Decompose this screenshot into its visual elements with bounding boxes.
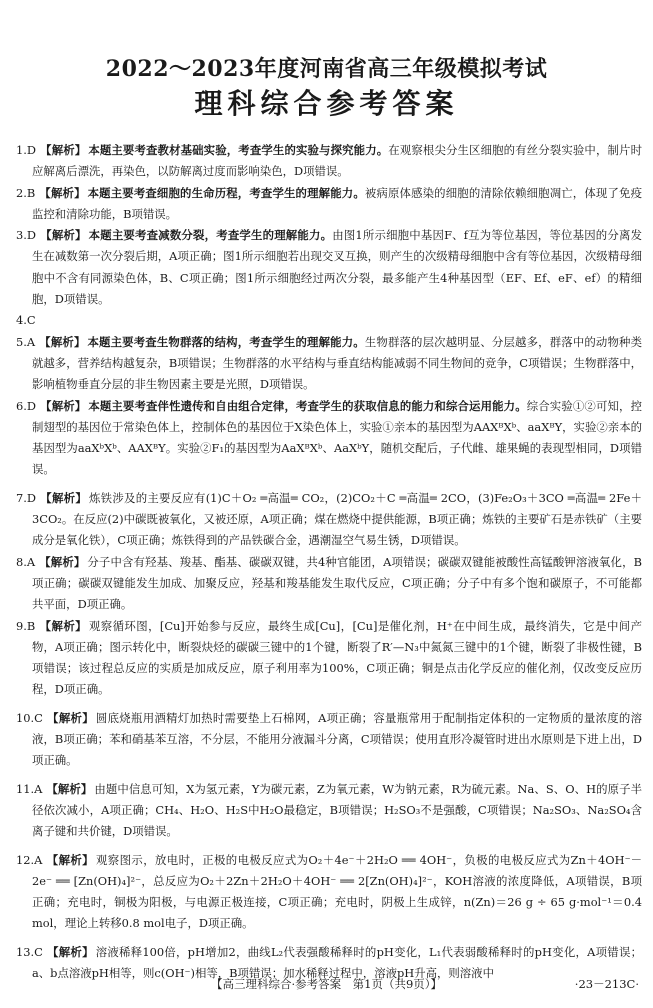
answer-item	[16, 183, 642, 226]
question-number: 9.	[16, 618, 27, 633]
answer-item	[16, 779, 642, 843]
answer-item	[16, 616, 642, 701]
answer-item	[16, 140, 642, 183]
analysis-text: 在观察根尖分生区细胞的有丝分裂实验中，制片时应解离后漂洗，再染色，以防解离过度而影响染色，D项错误。	[32, 143, 642, 179]
answer-choice: D	[26, 398, 37, 413]
analysis-focus: 本题主要考查教材基础实验，考查学生的实验与探究能力。	[88, 143, 389, 157]
analysis-tag: 【解析】	[40, 490, 87, 505]
analysis-focus: 本题主要考查细胞的生命历程，考查学生的理解能力。	[87, 185, 365, 200]
answer-choice: A	[34, 852, 43, 867]
footer-page-info: 【高三理科综合·参考答案 第1页（共9页）】	[210, 977, 443, 991]
answer-item	[16, 552, 642, 616]
exam-title: 2022～2023年度河南省高三年级模拟考试	[105, 56, 548, 82]
analysis-tag: 【解析】	[40, 228, 87, 243]
answer-choice: A	[34, 781, 43, 796]
analysis-text: 圆底烧瓶用酒精灯加热时需要垫上石棉网，A项正确；容量瓶常用于配制指定体积的一定物质的量浓度的溶液，B项正确；苯和硝基苯互溶，不分层，不能用分液漏斗分离，C项错误；使用直形冷凝管时进出水原则是下进上出，D项正确。	[32, 710, 642, 768]
analysis-tag: 【解析】	[40, 398, 87, 413]
analysis-tag: 【解析】	[46, 852, 94, 867]
question-number: 4.	[16, 313, 27, 328]
analysis-text: 被病原体感染的细胞的清除依赖细胞凋亡，体现了免疫监控和清除功能，B项错误。	[32, 185, 642, 221]
answer-choice: B	[26, 618, 36, 633]
question-number: 1.	[16, 143, 27, 157]
answer-item	[16, 396, 642, 481]
question-number: 2.	[16, 185, 27, 200]
analysis-tag: 【解析】	[39, 334, 86, 349]
answer-choice: C	[26, 313, 36, 328]
answer-item	[16, 708, 642, 772]
answer-choice: B	[26, 185, 36, 200]
answer-choice: A	[26, 554, 36, 569]
analysis-tag: 【解析】	[39, 185, 86, 200]
question-number: 11.	[16, 781, 35, 796]
analysis-tag: 【解析】	[46, 710, 94, 725]
analysis-text: 由题中信息可知，X为氢元素，Y为碳元素，Z为氧元素，W为钠元素，R为硫元素。Na、S、O、H的原子半径依次减小，A项正确；CH₄、H₂O、H₂S中H₂O最稳定，B项错误；H₂SO₃不是强酸，C项错误；Na₂SO₃、Na₂SO₄含离子键和共价键，D项错误。	[32, 781, 642, 839]
answer-choice: D	[26, 228, 37, 243]
answer-choice: C	[34, 710, 43, 725]
footer-paper-code: ·23－213C·	[574, 977, 639, 991]
answer-choice: D	[26, 490, 37, 505]
analysis-focus: 本题主要考查减数分裂，考查学生的理解能力。	[88, 228, 333, 243]
page-footer	[0, 973, 653, 995]
answer-list	[16, 140, 642, 984]
question-number: 10.	[16, 710, 35, 725]
question-number: 3.	[16, 228, 27, 243]
analysis-tag: 【解析】	[46, 781, 93, 796]
question-number: 12.	[16, 852, 35, 867]
answer-item	[16, 850, 642, 935]
analysis-tag: 【解析】	[39, 554, 86, 569]
analysis-text: 生物群落的层次越明显、分层越多，群落中的动物种类就越多，营养结构越复杂，B项错误；生物群落的水平结构与垂直结构能减弱不同生物间的竞争，C项错误；生物群落中，影响植物垂直分层的非生物因素主要是光照，D项错误。	[32, 334, 642, 392]
question-number: 7.	[16, 490, 27, 505]
analysis-text: 由图1所示细胞中基因F、f互为等位基因，等位基因的分离发生在减数第一次分裂后期，A项正确；图1所示细胞若出现交叉互换，则产生的次级精母细胞中含有等位基因，次级精母细胞中不含有同源染色体，B、C项正确；图1所示细胞经过两次分裂，最多能产生4种基因型（EF、Ef、eF、ef）的精细胞，D项错误。	[32, 228, 642, 307]
analysis-tag: 【解析】	[40, 143, 87, 157]
answer-choice: A	[26, 334, 36, 349]
analysis-tag: 【解析】	[39, 618, 87, 633]
question-number: 8.	[16, 554, 27, 569]
question-number: 6.	[16, 398, 27, 413]
answer-key-title: 理科综合参考答案	[194, 87, 459, 120]
answer-choice: C	[34, 944, 43, 959]
answer-item	[16, 225, 642, 310]
analysis-tag: 【解析】	[46, 944, 94, 959]
analysis-focus: 本题主要考查生物群落的结构，考查学生的理解能力。	[87, 334, 365, 349]
analysis-text: 溶液稀释100倍，pH增加2，曲线L₂代表强酸稀释时的pH变化，L₁代表弱酸稀释时的pH变化，A项错误；a、b点溶液pH相等，则c(OH⁻)相等，B项错误；加水稀释过程中，溶液pH升高，则溶液中	[32, 944, 642, 980]
analysis-text: 分子中含有羟基、羧基、酯基、碳碳双键，共4种官能团，A项错误；碳碳双键能被酸性高锰酸钾溶液氧化，B项正确；碳碳双键能发生加成、加聚反应，羟基和羧基能发生取代反应，C项正确；分子中有多个饱和碳原子，不可能都共平面，D项正确。	[32, 554, 642, 612]
analysis-text: 观察图示，放电时，正极的电极反应式为O₂＋4e⁻＋2H₂O ══ 4OH⁻，负极的电极反应式为Zn＋4OH⁻－2e⁻ ══ [Zn(OH)₄]²⁻，总反应为O₂＋2Zn＋2H₂O＋4OH⁻ ══ 2[Zn(OH)₄]²⁻，KOH溶液的浓度降低，A项错误，B项正确；充电时，铜极为阳极，与电源正极连接，C项正确；充电时，阴极上生成锌，n(Zn)＝26 g ÷ 65 g·mol⁻¹＝0.4 mol，理论上转移0.8 mol电子，D项正确。	[32, 852, 642, 931]
question-number: 5.	[16, 334, 27, 349]
analysis-text: 观察循环图，[Cu]开始参与反应，最终生成[Cu]，[Cu]是催化剂，H⁺在中间生成，最终消失，它是中间产物，A项正确；图示转化中，断裂炔烃的碳碳三键中的1个键，断裂了R′—N₃中氮氮三键中的1个键，断裂了非极性键，B项错误；该过程总反应的实质是加成反应，原子利用率为100%，C项正确；铜是点击化学反应的催化剂，仅改变反应历程，D项正确。	[32, 618, 642, 697]
question-number: 13.	[16, 944, 35, 959]
analysis-text: 综合实验①②可知，控制翅型的基因位于常染色体上，控制体色的基因位于X染色体上，实验①亲本的基因型为AAXᴮXᵇ、aaXᴮY，实验②亲本的基因型为aaXᵇXᵇ、AAXᴮY。实验②F₁的基因型为AaXᴮXᵇ、AaXᵇY，随机交配后，子代雌、雄果蝇的表现型相同，D项错误。	[32, 398, 642, 477]
answer-choice: D	[26, 143, 37, 157]
answer-item	[16, 488, 642, 552]
analysis-text: 炼铁涉及的主要反应有(1)C＋O₂ ═高温═ CO₂，(2)CO₂＋C ═高温═ 2CO，(3)Fe₂O₃＋3CO ═高温═ 2Fe＋3CO₂。在反应(2)中碳既被氧化，又被还原，A项正确；煤在燃烧中提供能源，B项正确；炼铁的主要矿石是赤铁矿（主要成分是氧化铁），C项正确；炼铁得到的产品铁碳合金，遇潮湿空气易生锈，D项错误。	[32, 490, 642, 548]
answer-item	[16, 332, 642, 396]
analysis-focus: 本题主要考查伴性遗传和自由组合定律，考查学生的获取信息的能力和综合运用能力。	[88, 398, 527, 413]
answer-item	[16, 310, 642, 331]
